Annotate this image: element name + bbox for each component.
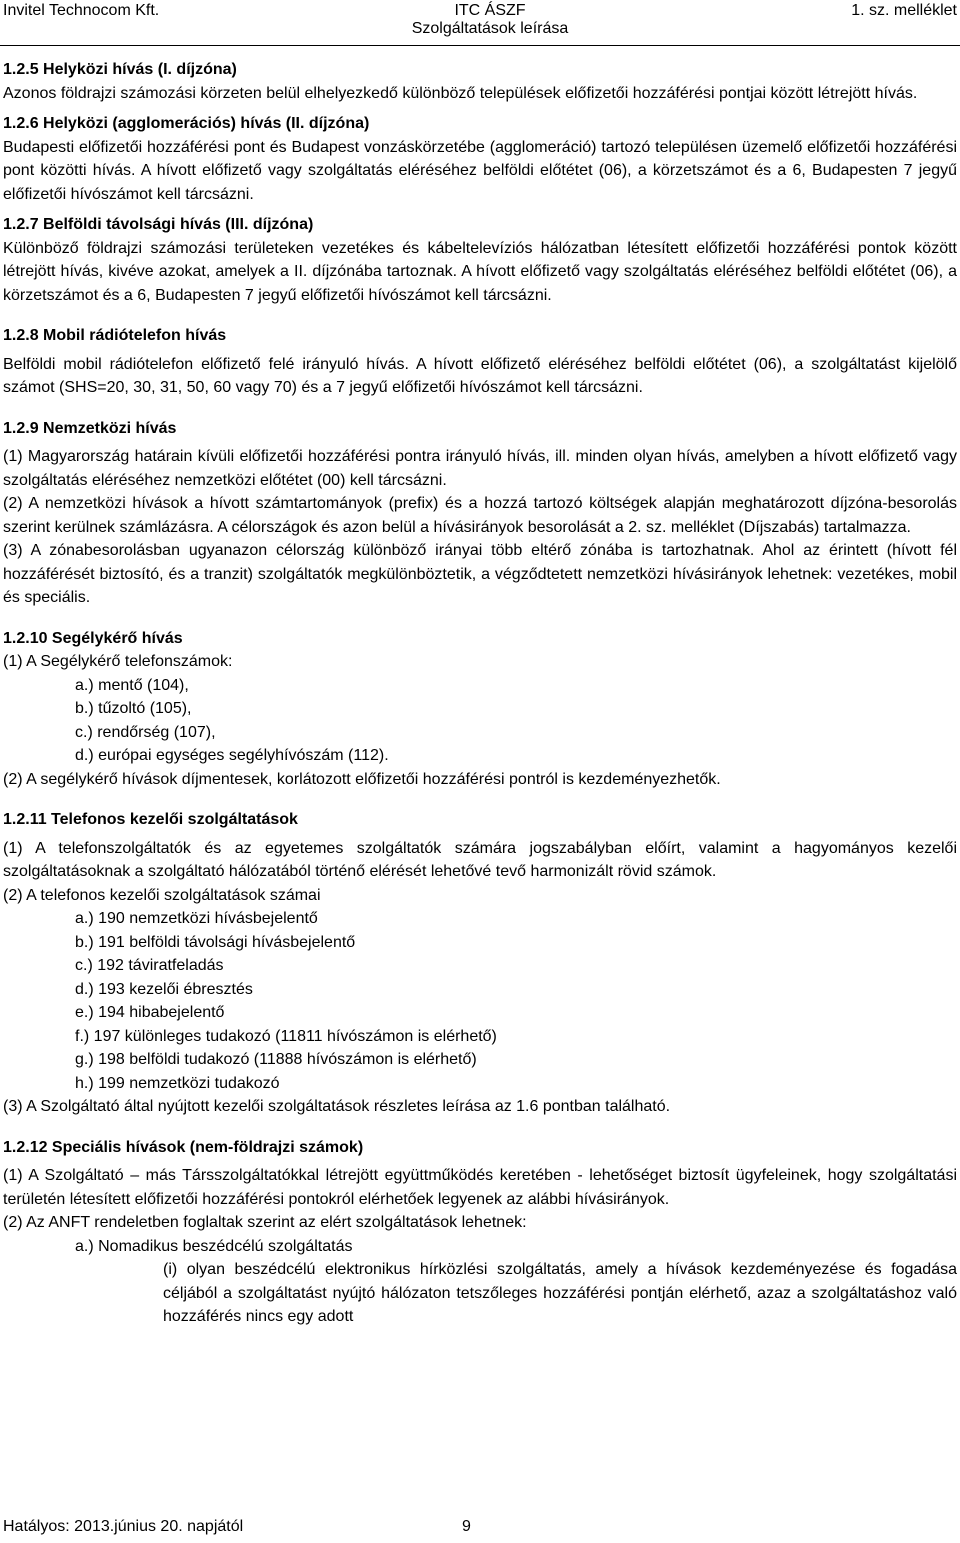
section-title: 1.2.8 Mobil rádiótelefon hívás <box>3 327 227 344</box>
list-item: d.) 193 kezelői ébresztés <box>75 980 253 998</box>
section-title: 1.2.12 Speciális hívások (nem-földrajzi számok) <box>3 1138 364 1156</box>
list-item: a.) mentő (104), <box>75 676 189 694</box>
paragraph: (3) A Szolgáltató által nyújtott kezelői szolgáltatások részletes leírása az 1.6 pontban található. <box>3 1098 671 1115</box>
header-doc <box>410 2 570 38</box>
section-1-2-7 <box>3 213 957 307</box>
list-item: d.) európai egységes segélyhívószám (112). <box>75 747 389 764</box>
paragraph: (2) A telefonos kezelői szolgáltatások számai <box>3 886 321 904</box>
paragraph: (1) A Segélykérő telefonszámok: <box>3 653 233 670</box>
section-title: 1.2.11 Telefonos kezelői szolgáltatások <box>3 811 298 828</box>
paragraph: (2) Az ANFT rendeletben foglaltak szerint az elért szolgáltatások lehetnek: <box>3 1214 527 1231</box>
section-title: 1.2.10 Segélykérő hívás <box>3 629 183 647</box>
paragraph: (1) A telefonszolgáltatók és az egyetemes szolgáltatók számára jogszabályban előírt, valamint a hagyományos kezelői szolgáltatásoknak a szolgáltató hálózatából történő elérését lehetővé tevő harmonizált rövid számok. <box>3 839 957 880</box>
paragraph: (2) A nemzetközi hívások a hívott számtartományok (prefix) és a hozzá tartozó költségek alapján meghatározott díjzóna-besorolás szerint kerülnek számlázásra. A célországok és azon belül a hívásirányok besorolását a 2. sz. melléklet (Díjszabás) tartalmazza. <box>3 495 957 536</box>
header-divider <box>0 45 960 46</box>
paragraph: (1) A Szolgáltató – más Társszolgáltatókkal létrejött együttműködés keretében - lehetőséget biztosít ügyfeleinek, hogy szolgáltatási területén létesített előfizetői hozzáférési pontokról elérhetőek legyenek az alábbi hívásirányok. <box>3 1167 957 1208</box>
paragraph: Belföldi mobil rádiótelefon előfizető felé irányuló hívás. A hívott előfizető eléréséhez belföldi előtétet (06), a szolgáltatást kijelölő számot (SHS=20, 30, 31, 50, 60 vagy 70) és a 7 jegyű előfizetői hívószámot kell tárcsázni. <box>3 355 957 396</box>
section-1-2-10 <box>3 627 957 792</box>
footer-effective-date: Hatályos: 2013.június 20. napjától <box>3 1518 244 1535</box>
section-1-2-9 <box>3 417 957 610</box>
section-1-2-12 <box>3 1136 957 1329</box>
header-annex: 1. sz. melléklet <box>851 2 957 19</box>
list-item: b.) 191 belföldi távolsági hívásbejelentő <box>75 933 356 951</box>
list-item: b.) tűzoltó (105), <box>75 700 192 717</box>
section-1-2-11 <box>3 808 957 1119</box>
list-item: c.) rendőrség (107), <box>75 723 216 741</box>
paragraph: Különböző földrajzi számozási területeken vezetékes és kábeltelevíziós hálózatban létesített előfizetői hozzáférési pontok között létrejött hívás, kivéve azokat, amelyek a II. díjzónába tartoznak. A hívott előfizető vagy szolgáltatás eléréséhez belföldi előtétet (06), a körzetszámot és a 6, Budapesten 7 jegyű előfizetői hívószámot kell tárcsázni. <box>3 239 957 304</box>
list-item: e.) 194 hibabejelentő <box>75 1004 225 1021</box>
document-body <box>3 58 957 1336</box>
list-item: c.) 192 táviratfeladás <box>75 957 224 974</box>
list-item: h.) 199 nemzetközi tudakozó <box>75 1074 280 1092</box>
paragraph: Budapesti előfizetői hozzáférési pont és Budapest vonzáskörzetébe (agglomeráció) tartozó településen üzemelő előfizetői hozzáférési pont közötti hívás. A hívott előfizető vagy szolgáltatás eléréséhez belföldi előtétet (06), a körzetszámot és a 6, Budapesten 7 jegyű előfizetői hívószámot kell tárcsázni. <box>3 138 957 203</box>
header-company: Invitel Technocom Kft. <box>3 2 160 19</box>
section-title: 1.2.5 Helyközi hívás (I. díjzóna) <box>3 61 237 78</box>
section-1-2-6 <box>3 112 957 206</box>
section-title: 1.2.6 Helyközi (agglomerációs) hívás (II. díjzóna) <box>3 115 370 132</box>
section-1-2-5 <box>3 58 957 105</box>
section-title: 1.2.7 Belföldi távolsági hívás (III. díjzóna) <box>3 216 314 233</box>
sub-list-item: (i) olyan beszédcélú elektronikus hírközlési szolgáltatás, amely a hívások kezdeményezése és fogadása céljából a szolgáltatást nyújtó hálózaton tetszőleges hozzáférési pontján elérhető, azaz a szolgáltatáshoz való hozzáférés nincs egy adott <box>163 1261 957 1325</box>
paragraph: (1) Magyarország határain kívüli előfizetői hozzáférési pontra irányuló hívás, ill. minden olyan hívás, amelyben a hívott előfizető vagy szolgáltatás eléréséhez nemzetközi előtétet (00) kell tárcsázni. <box>3 448 957 489</box>
list-item: a.) Nomadikus beszédcélú szolgáltatás <box>75 1237 353 1255</box>
paragraph: Azonos földrajzi számozási körzeten belül elhelyezkedő különböző települések előfizetői hozzáférési pontjai között létrejött hívás. <box>3 84 918 102</box>
page-number: 9 <box>462 1518 471 1535</box>
paragraph: (3) A zónabesorolásban ugyanazon célország különböző irányai több eltérő zónába is tartozhatnak. Ahol az érintett (hívott fél hozzáférését biztosító, és a tranzit) szolgáltatók megkülönböztetik, a végződtetett nemzetközi hívásirányok lehetnek: vezetékes, mobil és speciális. <box>3 542 957 606</box>
paragraph: (2) A segélykérő hívások díjmentesek, korlátozott előfizetői hozzáférési pontról is kezdeményezhetők. <box>3 770 721 788</box>
header-doc-subtitle: Szolgáltatások leírása <box>411 20 569 37</box>
header-doc-title: ITC ÁSZF <box>454 2 526 19</box>
list-item: g.) 198 belföldi tudakozó (11888 hívószámon is elérhető) <box>75 1051 477 1068</box>
section-1-2-8 <box>3 324 957 400</box>
list-item: f.) 197 különleges tudakozó (11811 hívószámon is elérhető) <box>75 1027 497 1045</box>
section-title: 1.2.9 Nemzetközi hívás <box>3 419 177 437</box>
list-item: a.) 190 nemzetközi hívásbejelentő <box>75 910 318 927</box>
